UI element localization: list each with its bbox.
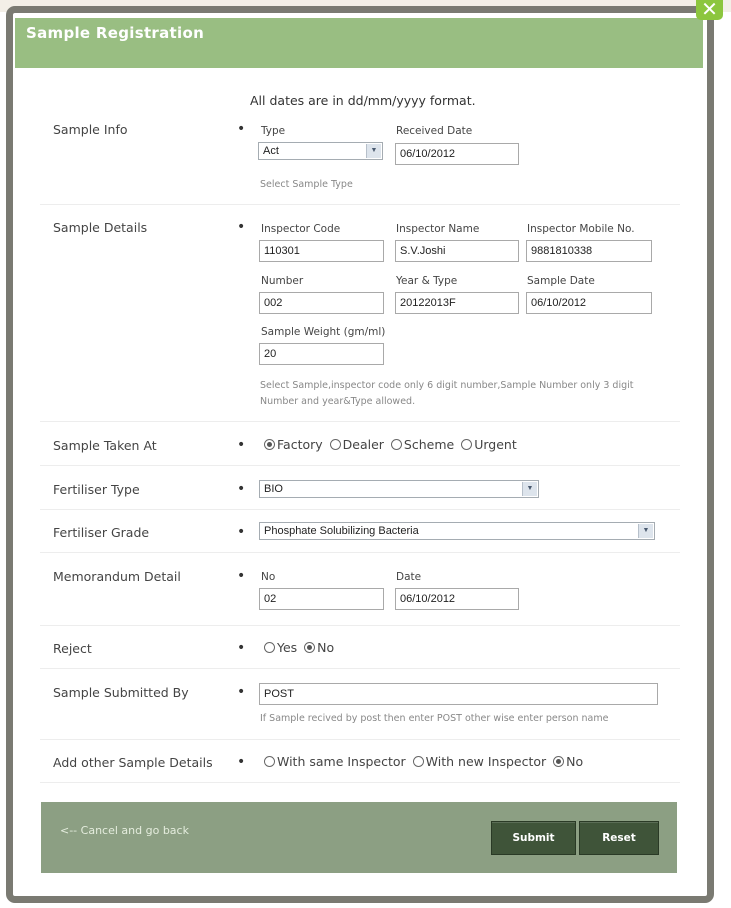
radio-new-inspector-label: With new Inspector [425,754,547,769]
sample-submitted-by-input[interactable]: POST [259,683,658,705]
radio-reject-no-label: No [317,640,335,655]
required-bullet-icon: • [237,481,246,497]
inspector-mobile-input[interactable]: 9881810338 [526,240,652,262]
radio-reject-yes[interactable] [264,640,297,655]
dialog-title: Sample Registration [26,24,205,42]
reset-button[interactable]: Reset [579,821,659,855]
fertiliser-grade-select[interactable] [259,522,655,540]
radio-urgent-label: Urgent [474,437,517,452]
row-separator [40,204,680,205]
radio-scheme-label: Scheme [403,437,455,452]
required-bullet-icon: • [237,684,246,700]
received-date-input[interactable]: 06/10/2012 [395,143,519,165]
sample-weight-label: Sample Weight (gm/ml) [261,326,386,338]
required-bullet-icon: • [237,568,246,584]
sample-date-input[interactable]: 06/10/2012 [526,292,652,314]
close-icon[interactable]: ✕ [696,0,723,20]
radio-icon [264,642,275,653]
received-date-label: Received Date [396,125,473,137]
dropdown-arrow-icon: ▼ [522,482,537,496]
sample-submitted-by-label: Sample Submitted By [53,685,189,700]
radio-icon [264,439,275,450]
add-other-details-label: Add other Sample Details [53,755,213,770]
dropdown-arrow-icon: ▼ [366,144,381,158]
sample-taken-at-label: Sample Taken At [53,438,157,453]
radio-reject-no[interactable] [304,640,334,655]
radio-same-inspector[interactable] [264,754,406,769]
year-type-input[interactable]: 20122013F [395,292,519,314]
radio-add-other-no[interactable] [553,754,583,769]
form-footer [41,802,677,873]
radio-reject-yes-label: Yes [277,640,298,655]
row-separator [40,465,680,466]
row-separator [40,739,680,740]
memorandum-no-input[interactable]: 02 [259,588,384,610]
sample-taken-at-radio-group [264,437,520,452]
radio-factory[interactable] [264,437,323,452]
sample-type-hint: Select Sample Type [260,179,353,190]
fertiliser-type-label: Fertiliser Type [53,482,140,497]
row-separator [40,509,680,510]
date-format-note: All dates are in dd/mm/yyyy format. [250,93,476,108]
fertiliser-type-select[interactable] [259,480,539,498]
row-separator [40,421,680,422]
required-bullet-icon: • [237,219,246,235]
fertiliser-type-value: BIO [264,483,283,495]
required-bullet-icon: • [237,524,246,540]
inspector-name-input[interactable]: S.V.Joshi [395,240,519,262]
fertiliser-grade-value: Phosphate Solubilizing Bacteria [264,525,419,537]
submitted-by-hint: If Sample recived by post then enter POST other wise enter person name [260,713,609,724]
reject-label: Reject [53,641,92,656]
dropdown-arrow-icon: ▼ [638,524,653,538]
submit-button[interactable]: Submit [491,821,576,855]
sample-date-label: Sample Date [527,275,595,287]
radio-icon [391,439,402,450]
sample-info-label: Sample Info [53,122,128,137]
inspector-code-input[interactable]: 110301 [259,240,384,262]
required-bullet-icon: • [237,640,246,656]
radio-dealer-label: Dealer [342,437,384,452]
row-separator [40,552,680,553]
radio-scheme[interactable] [391,437,454,452]
year-type-label: Year & Type [396,275,458,287]
radio-urgent[interactable] [461,437,517,452]
radio-dealer[interactable] [330,437,384,452]
sample-type-select[interactable] [258,142,383,160]
inspector-name-label: Inspector Name [396,223,480,235]
memorandum-no-label: No [261,571,276,583]
reject-radio-group [264,640,337,655]
radio-factory-label: Factory [277,437,323,452]
memorandum-date-label: Date [396,571,422,583]
required-bullet-icon: • [237,437,246,453]
radio-icon [553,756,564,767]
radio-icon [330,439,341,450]
required-bullet-icon: • [237,754,246,770]
memorandum-date-input[interactable]: 06/10/2012 [395,588,519,610]
fertiliser-grade-label: Fertiliser Grade [53,525,150,540]
sample-number-input[interactable]: 002 [259,292,384,314]
row-separator [40,782,680,783]
radio-icon [264,756,275,767]
required-bullet-icon: • [237,121,246,137]
sample-details-label: Sample Details [53,220,148,235]
inspector-code-label: Inspector Code [261,223,341,235]
cancel-back-link[interactable]: <-- Cancel and go back [60,824,189,837]
radio-icon [413,756,424,767]
row-separator [40,625,680,626]
sample-type-value: Act [263,145,279,157]
radio-same-inspector-label: With same Inspector [277,754,406,769]
type-label: Type [261,125,286,137]
inspector-mobile-label: Inspector Mobile No. [527,223,635,235]
add-other-radio-group [264,754,586,769]
radio-add-other-no-label: No [566,754,584,769]
sample-details-hint-line2: Number and year&Type allowed. [260,396,416,407]
sample-details-hint-line1: Select Sample,inspector code only 6 digit number,Sample Number only 3 digit [260,380,634,391]
radio-new-inspector[interactable] [413,754,546,769]
row-separator [40,668,680,669]
sample-weight-input[interactable]: 20 [259,343,384,365]
number-label: Number [261,275,304,287]
memorandum-detail-label: Memorandum Detail [53,569,181,584]
radio-icon [461,439,472,450]
radio-icon [304,642,315,653]
